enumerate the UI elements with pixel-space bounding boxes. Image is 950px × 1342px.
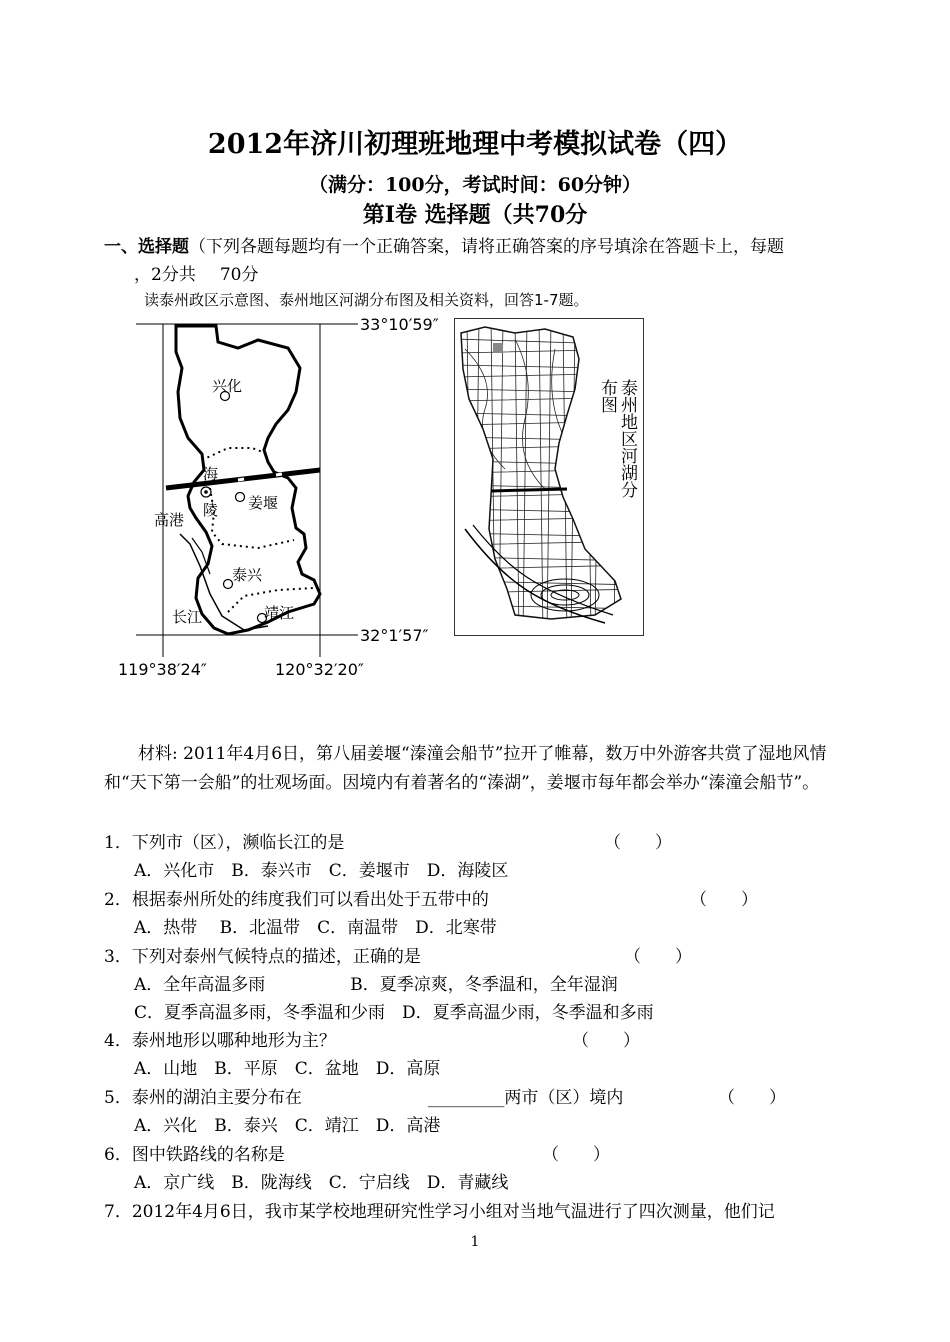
lon-right: 120°32′20″ xyxy=(275,660,364,679)
question-5-stem: 5．泰州的湖泊主要分布在 xyxy=(104,1088,302,1108)
jiangyan-marker xyxy=(236,493,245,502)
question-2-stem: 2．根据泰州所处的纬度我们可以看出处于五带中的 xyxy=(104,890,489,910)
question-1-answer-paren: （ ） xyxy=(604,833,672,853)
label-jingjiang: 靖江 xyxy=(264,604,295,622)
part1-instruction2: ，2分 xyxy=(134,265,179,285)
river-map-svg xyxy=(455,319,642,634)
part1-header xyxy=(104,232,784,257)
lat-top: 33°10′59″ xyxy=(360,315,439,334)
label-changjiang: 长江 xyxy=(172,608,203,626)
lat-bottom: 32°1′57″ xyxy=(360,626,429,645)
lon-left: 119°38′24″ xyxy=(118,660,207,679)
question-7-stem: 7．2012年4月6日，我市某学校地理研究性学习小组对当地气温进行了四次测量，他们记 xyxy=(104,1202,775,1222)
label-gaogang: 高港 xyxy=(154,511,185,529)
question-6-options: A．京广线 B．陇海线 C．宁启线 D．青藏线 xyxy=(134,1173,509,1193)
label-hai: 海 xyxy=(203,465,219,483)
question-3-stem: 3．下列对泰州气候特点的描述，正确的是 xyxy=(104,947,421,967)
question-5-stem-line xyxy=(104,1083,623,1108)
section-heading: 第Ⅰ卷 选择题（共70分 xyxy=(362,202,588,228)
question-5-stem2: 两市（区）境内 xyxy=(504,1088,624,1108)
question-4-options: A．山地 B．平原 C．盆地 D．高原 xyxy=(134,1059,441,1079)
question-5-answer-paren: （ ） xyxy=(718,1088,786,1108)
map-intro: 读泰州政区示意图、泰州地区河湖分布图及相关资料，回答1-7题。 xyxy=(144,291,589,309)
part1-label: 一、选择题 xyxy=(104,237,189,257)
question-1-stem: 1．下列市（区），濒临长江的是 xyxy=(104,833,345,853)
taizhou-political-map xyxy=(118,312,458,692)
question-4-answer-paren: （ ） xyxy=(572,1031,640,1051)
question-5-options: A．兴化 B．泰兴 C．靖江 D．高港 xyxy=(134,1116,441,1136)
question-5-blank: _________ xyxy=(427,1088,505,1108)
question-1-options: A．兴化市 B．泰兴市 C．姜堰市 D．海陵区 xyxy=(134,861,509,881)
part1-instruction-line2 xyxy=(134,260,258,285)
page-title: 2012年济川初理班地理中考模拟试卷（四） xyxy=(207,129,743,160)
page-subtitle: （满分：100分，考试时间：60分钟） xyxy=(308,174,642,196)
part1-instruction: （下列各题每题均有一个正确答案，请将正确答案的序号填涂在答题卡上，每题 xyxy=(189,237,784,257)
part1-score-b: 70分 xyxy=(219,265,259,285)
label-jiangyan: 姜堰 xyxy=(248,494,279,512)
question-3-options-line2: C．夏季高温多雨，冬季温和少雨 D．夏季高温少雨，冬季温和多雨 xyxy=(134,1003,654,1023)
label-xinghua: 兴化 xyxy=(212,377,243,395)
question-2-options: A．热带 B．北温带 C．南温带 D．北寒带 xyxy=(134,918,497,938)
river-map-caption-a: 泰州地区河湖分 xyxy=(617,379,637,498)
page-number: 1 xyxy=(470,1234,480,1250)
question-2-answer-paren: （ ） xyxy=(690,890,758,910)
question-3-answer-paren: （ ） xyxy=(624,947,692,967)
river-map-caption-b: 布图 xyxy=(597,379,617,413)
question-6-stem: 6．图中铁路线的名称是 xyxy=(104,1145,285,1165)
question-3-options-line1: A．全年高温多雨 B．夏季凉爽，冬季温和，全年湿润 xyxy=(134,975,618,995)
part1-score-a: 共 xyxy=(178,265,196,285)
label-ling: 陵 xyxy=(203,501,219,519)
river-lake-map xyxy=(454,318,644,636)
material-paragraph: 材料: 2011年4月6日，第八届姜堰“溱潼会船节”拉开了帷幕，数万中外游客共赏了湿地风情和“天下第一会船”的壮观场面。因境内有着著名的“溱湖”，姜堰市每年都会举办“溱潼会船节”。 xyxy=(104,744,827,793)
question-4-stem: 4．泰州地形以哪种地形为主？ xyxy=(104,1031,336,1051)
question-6-answer-paren: （ ） xyxy=(542,1145,610,1165)
label-taixing: 泰兴 xyxy=(232,566,263,584)
